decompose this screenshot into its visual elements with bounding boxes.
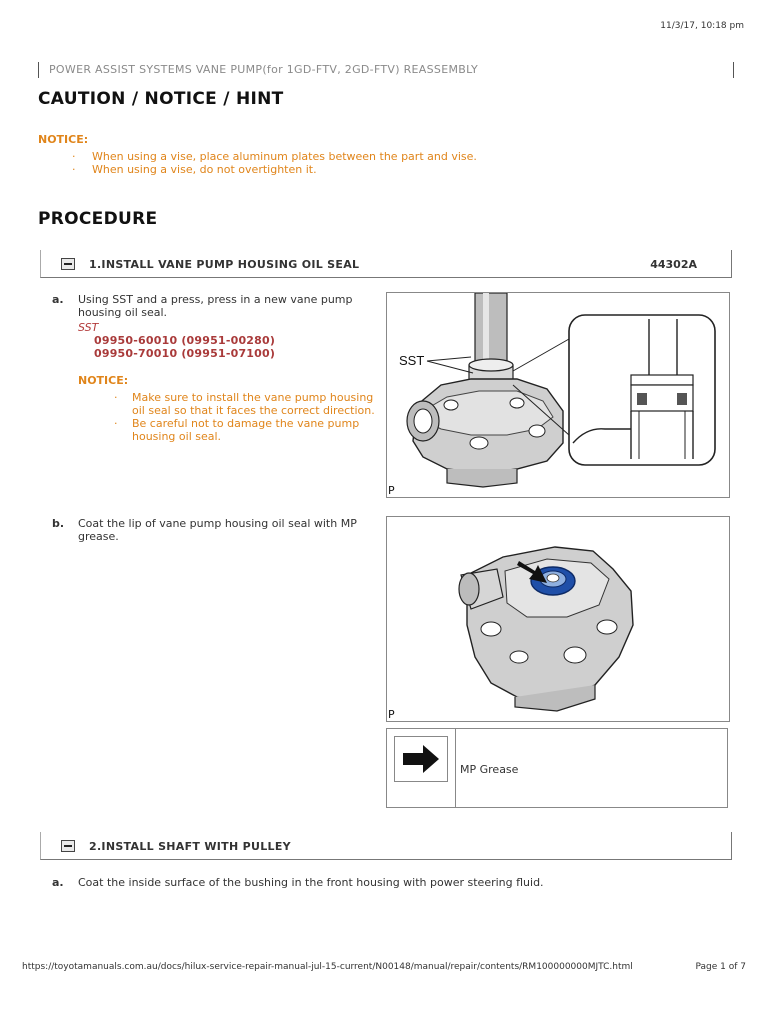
bullet: · xyxy=(114,391,118,404)
notice-label: NOTICE: xyxy=(38,133,89,146)
substep-text xyxy=(78,293,353,319)
collapse-toggle-button[interactable] xyxy=(61,258,75,270)
sst-code: 09950-60010 (09951-00280) xyxy=(94,334,276,347)
legend-icon-cell xyxy=(387,729,456,807)
legend-text: MP Grease xyxy=(460,763,519,776)
substep-text-line: Coat the lip of vane pump housing oil seal with MP xyxy=(78,517,357,530)
substep-letter: a. xyxy=(52,293,64,306)
substep-text-line: grease. xyxy=(78,530,119,543)
notice-item-text: When using a vise, place aluminum plates between the part and vise. xyxy=(92,150,477,163)
notice-label: NOTICE: xyxy=(78,374,129,387)
step-header-1 xyxy=(40,250,732,278)
step-title: 1.INSTALL VANE PUMP HOUSING OIL SEAL xyxy=(89,258,360,271)
bullet: · xyxy=(114,417,118,430)
figure-corner-label: P xyxy=(388,484,395,497)
notice-item-text: Be careful not to damage the vane pump housing oil seal. xyxy=(132,417,360,443)
list-item xyxy=(72,150,477,163)
sst-label: SST xyxy=(78,321,99,334)
procedure-heading: PROCEDURE xyxy=(38,209,158,229)
figure-sst-press xyxy=(386,292,730,498)
page-number: Page 1 of 7 xyxy=(695,962,746,972)
breadcrumb-text: POWER ASSIST SYSTEMS VANE PUMP(for 1GD-FTV, 2GD-FTV) REASSEMBLY xyxy=(49,63,479,76)
list-item xyxy=(72,163,477,176)
substep-text xyxy=(78,517,357,543)
legend-table xyxy=(386,728,728,808)
notice-list xyxy=(72,150,477,176)
notice-item-text: Make sure to install the vane pump housing oil seal so that it faces the correct direction. xyxy=(132,391,375,417)
arrow-right-icon xyxy=(395,737,447,781)
substep-letter: a. xyxy=(52,876,64,889)
caution-heading: CAUTION / NOTICE / HINT xyxy=(38,89,284,109)
figure-mp-grease xyxy=(386,516,730,722)
breadcrumb xyxy=(38,62,734,78)
notice-item-text: When using a vise, do not overtighten it. xyxy=(92,163,317,176)
substep-letter: b. xyxy=(52,517,65,530)
notice-list xyxy=(114,391,384,443)
footer-url-link[interactable]: https://toyotamanuals.com.au/docs/hilux-service-repair-manual-jul-15-current/N00148/manual/repair/contents/RM100000000MJTC.html xyxy=(22,962,633,972)
list-item xyxy=(114,391,384,417)
step-title: 2.INSTALL SHAFT WITH PULLEY xyxy=(89,840,291,853)
pump-press-illustration xyxy=(387,293,729,497)
bullet: · xyxy=(72,150,76,163)
substep-text: Coat the inside surface of the bushing in the front housing with power steering fluid. xyxy=(78,876,544,889)
pump-housing-illustration xyxy=(387,517,729,721)
substep-text-line: Using SST and a press, press in a new vane pump xyxy=(78,293,353,306)
print-date: 11/3/17, 10:18 pm xyxy=(660,21,744,31)
substep-text-line: housing oil seal. xyxy=(78,306,168,319)
collapse-toggle-button[interactable] xyxy=(61,840,75,852)
figure-corner-label: P xyxy=(388,708,395,721)
figure-sst-tag: SST xyxy=(399,353,425,368)
legend-icon-box xyxy=(394,736,448,782)
step-header-2 xyxy=(40,832,732,860)
step-code: 44302A xyxy=(650,258,697,271)
list-item xyxy=(114,417,384,443)
sst-code: 09950-70010 (09951-07100) xyxy=(94,347,276,360)
bullet: · xyxy=(72,163,76,176)
